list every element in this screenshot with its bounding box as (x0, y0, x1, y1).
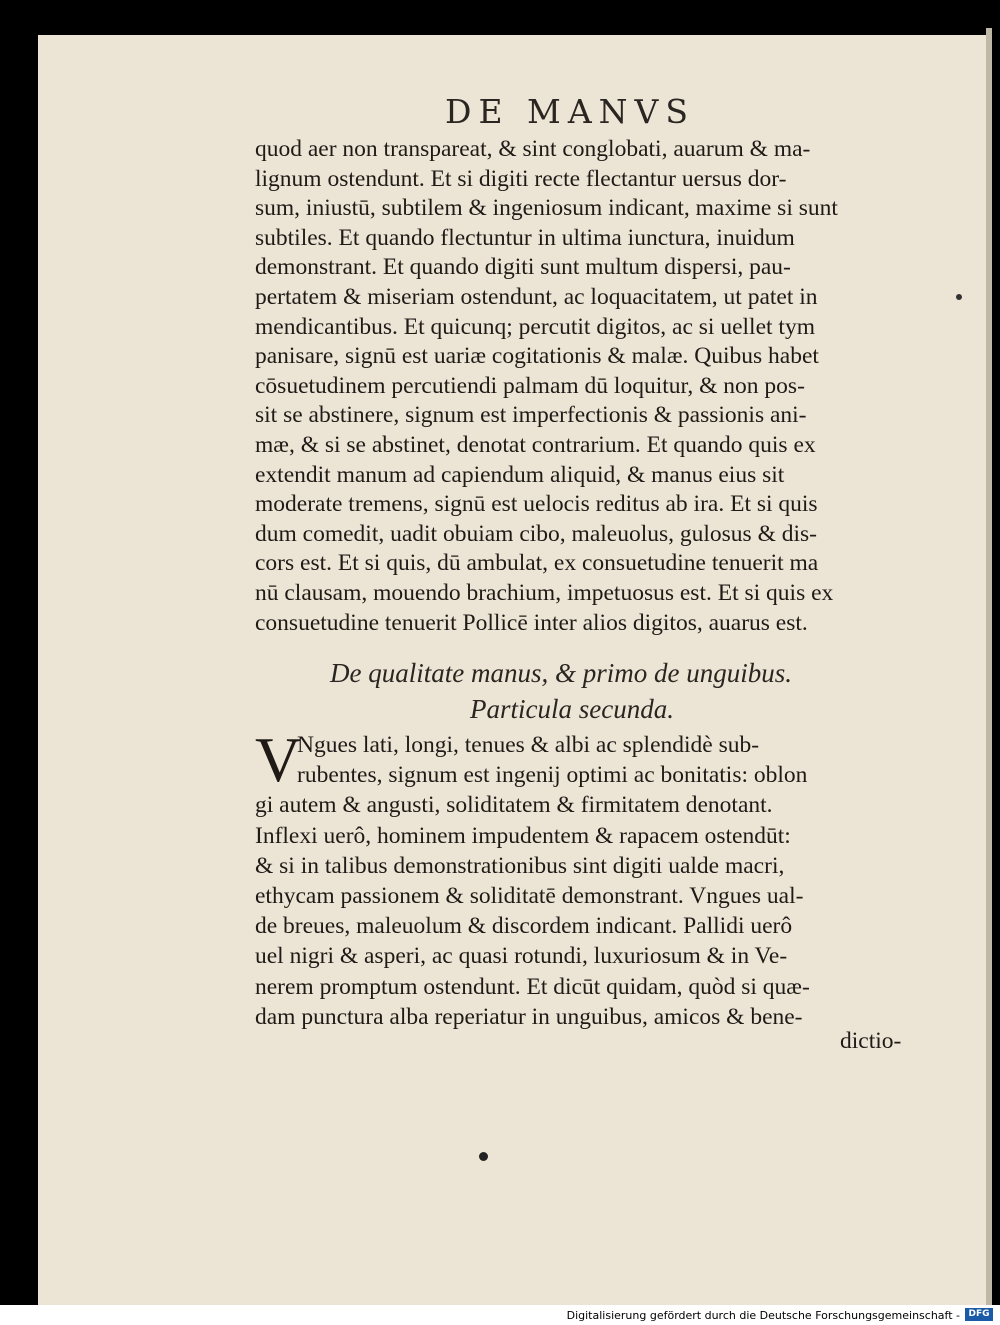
section-subheading: Particula secunda. (470, 694, 674, 724)
text-line: nū clausam, mouendo brachium, impetuosus est. Et si quis ex (255, 579, 834, 606)
drop-cap: V (255, 724, 302, 795)
text-line: quod aer non transpareat, & sint conglobati, auarum & ma- (255, 136, 811, 162)
text-line: sit se abstinere, signum est imperfectionis & passionis ani- (255, 402, 807, 429)
text-line: gi autem & angusti, soliditatem & firmitatem denotant. (255, 792, 773, 819)
text-line: dum comedit, uadit obuiam cibo, maleuolus, gulosus & dis- (255, 520, 817, 547)
text-line: uel nigri & asperi, ac quasi rotundi, luxuriosum & in Ve- (255, 943, 788, 970)
page-edge (986, 28, 992, 1306)
text-line: extendit manum ad capiendum aliquid, & manus eius sit (255, 461, 785, 488)
text-line: panisare, signū est uariæ cogitationis & malæ. Quibus habet (255, 343, 819, 370)
section-1-text (255, 135, 920, 638)
margin-mark (956, 294, 962, 300)
text-line: Ngues lati, longi, tenues & albi ac splendidè sub- (297, 732, 760, 758)
text-line: demonstrant. Et quando digiti sunt multum dispersi, pau- (255, 254, 791, 281)
text-line: de breues, maleuolum & discordem indicant. Pallidi uerô (255, 913, 793, 940)
section-heading: De qualitate manus, & primo de unguibus. (330, 658, 792, 688)
digitization-credit: Digitalisierung gefördert durch die Deutsche Forschungsgemeinschaft - (566, 1309, 960, 1322)
text-line: dam punctura alba reperiatur in unguibus, amicos & bene- (255, 1003, 803, 1030)
dfg-logo: DFG (965, 1308, 993, 1321)
text-line: cōsuetudinem percutiendi palmam dū loquitur, & non pos- (255, 372, 805, 399)
text-line: sum, iniustū, subtilem & ingeniosum indicant, maxime si sunt (255, 195, 838, 222)
page-mark (479, 1152, 488, 1161)
text-line: lignum ostendunt. Et si digiti recte flectantur uersus dor- (255, 165, 787, 192)
text-line: pertatem & miseriam ostendunt, ac loquacitatem, ut patet in (255, 283, 818, 310)
section-2-text (255, 724, 920, 1032)
text-line: & si in talibus demonstrationibus sint digiti ualde macri, (255, 852, 785, 879)
catchword: dictio- (840, 1028, 902, 1054)
text-line: subtiles. Et quando flectuntur in ultima iunctura, inuidum (255, 224, 795, 251)
text-line: cors est. Et si quis, dū ambulat, ex consuetudine tenuerit ma (255, 550, 819, 577)
text-line: rubentes, signum est ingenij optimi ac bonitatis: oblon (297, 762, 808, 789)
running-head: DE MANVS (445, 92, 695, 131)
text-line: consuetudine tenuerit Pollicē inter alios digitos, auarus est. (255, 609, 808, 636)
text-line: Inflexi uerô, hominem impudentem & rapacem ostendūt: (255, 822, 791, 849)
text-line: nerem promptum ostendunt. Et dicūt quidam, quòd si quæ- (255, 973, 810, 1000)
text-line: mæ, & si se abstinet, denotat contrarium. Et quando quis ex (255, 431, 816, 458)
text-line: moderate tremens, signū est uelocis reditus ab ira. Et si quis (255, 491, 818, 518)
text-line: mendicantibus. Et quicunq; percutit digitos, ac si uellet tym (255, 313, 815, 340)
text-line: ethycam passionem & soliditatē demonstrant. Vngues ual- (255, 882, 804, 909)
